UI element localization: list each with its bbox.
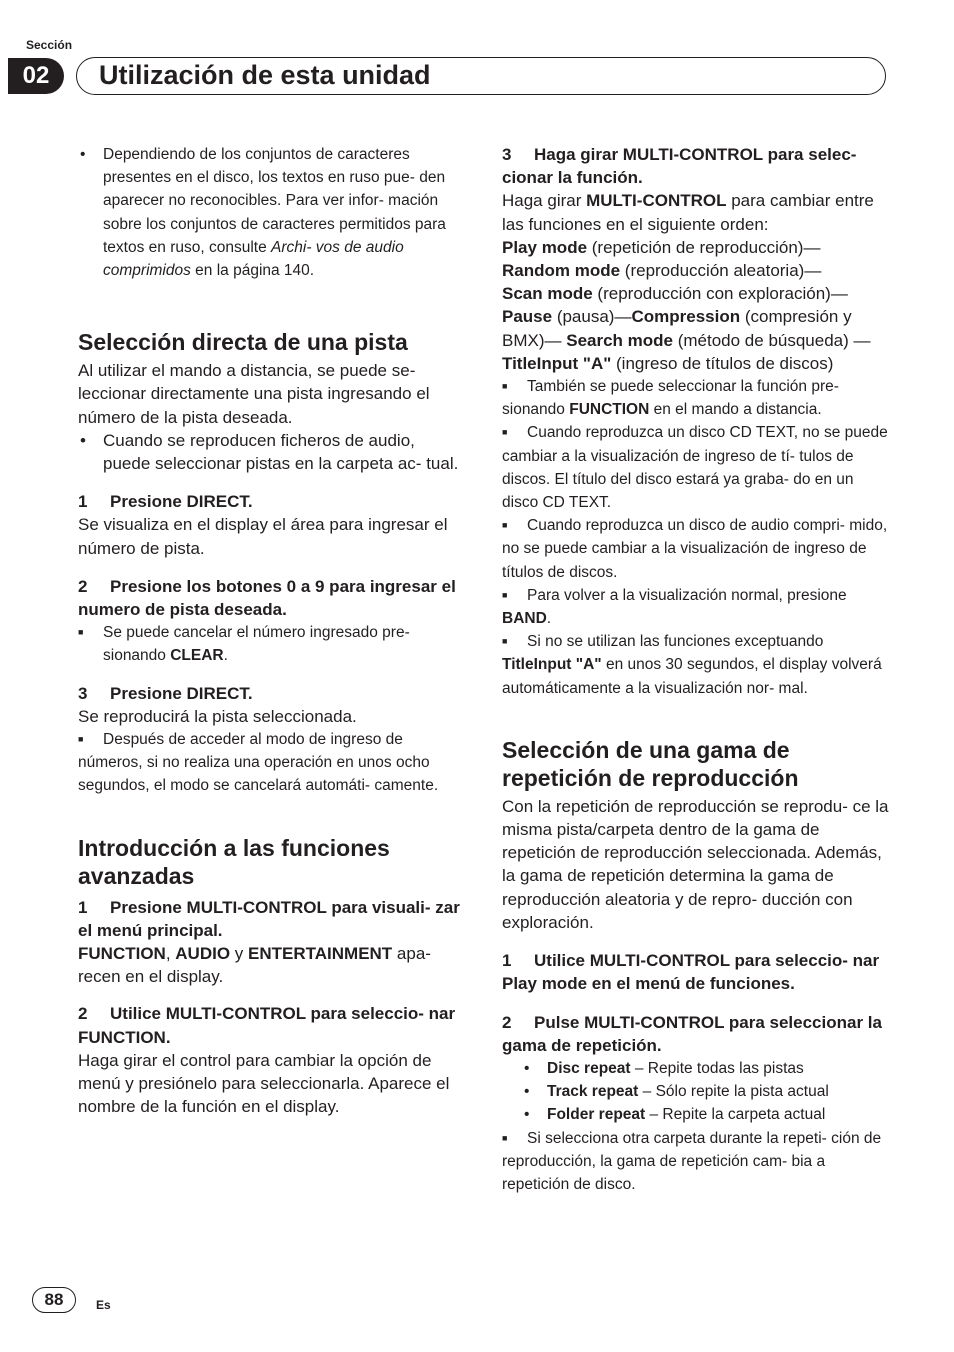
step-1-multi-control-text: FUNCTION, AUDIO y ENTERTAINMENT apa- recen en el display. bbox=[78, 944, 431, 987]
section-number: 02 bbox=[8, 58, 64, 94]
step-1-multi-control: 1 Presione MULTI-CONTROL para visuali- zar el menú principal. bbox=[78, 897, 460, 940]
step-1-direct: 1 Presione DIRECT. bbox=[78, 492, 253, 512]
mode-play: Play mode (repetición de reproducción)— bbox=[502, 237, 821, 257]
repeat-track: • Track repeat – Sólo repite la pista actual bbox=[502, 1080, 894, 1103]
direct-track-bullet: • Cuando se reproducen ficheros de audio, puede seleccionar pistas en la carpeta ac- tual. bbox=[78, 429, 466, 475]
step-2-repeat-range: 2 Pulse MULTI-CONTROL para seleccionar la gama de repetición. bbox=[502, 1012, 882, 1055]
note-folder-change: ■ Si selecciona otra carpeta durante la repeti- ción de reproducción, la gama de repetición cam- bia a repetición de disco. bbox=[502, 1129, 882, 1193]
step-2-function-text: Haga girar el control para cambiar la opción de menú y presiónelo para seleccionarla. Aparece el nombre de la función en el display. bbox=[78, 1050, 450, 1117]
page-title-bar bbox=[76, 57, 886, 95]
step-3-direct: 3 Presione DIRECT. bbox=[78, 683, 253, 703]
step-2-note: ■ Se puede cancelar el número ingresado pre- sionando CLEAR. bbox=[78, 621, 466, 667]
note-function-remote: ■ También se puede seleccionar la función pre- sionando FUNCTION en el mando a distancia. bbox=[502, 378, 839, 419]
note-compressed-audio: ■ Cuando reproduzca un disco de audio compri- mido, no se puede cambiar a la visualización de ingreso de títulos de discos. bbox=[502, 517, 888, 581]
direct-track-paragraph: Al utilizar el mando a distancia, se puede se- leccionar directamente una pista ingresando el número de la pista deseada. bbox=[78, 361, 430, 427]
page-number: 88 bbox=[32, 1287, 76, 1313]
repeat-disc: • Disc repeat – Repite todas las pistas bbox=[502, 1057, 894, 1080]
note-band: ■ Para volver a la visualización normal, presione BAND. bbox=[502, 586, 847, 628]
repeat-range-paragraph: Con la repetición de reproducción se reprodu- ce la misma pista/carpeta dentro de la gama de repetición de reproducción seleccionada. Además, la gama de repetición determina la gama de reproducción aleatoria y de repro- ducción con exploración. bbox=[502, 796, 889, 932]
mode-scan: Scan mode (reproducción con exploración)— bbox=[502, 284, 848, 304]
language-code: Es bbox=[96, 1298, 111, 1312]
note-timeout: ■ Si no se utilizan las funciones exceptuando TitleInput "A" en unos 30 segundos, el display volverá automáticamente a la visualización nor- mal. bbox=[502, 633, 882, 697]
step-3-select-function: 3 Haga girar MULTI-CONTROL para selec- cionar la función. bbox=[502, 145, 857, 188]
step-1-direct-text: Se visualiza en el display el área para ingresar el número de pista. bbox=[78, 515, 448, 558]
section-heading-direct-track: Selección directa de una pista bbox=[78, 329, 408, 356]
mode-random: Random mode (reproducción aleatoria)— bbox=[502, 261, 822, 281]
right-column bbox=[502, 143, 894, 1196]
section-label: Sección bbox=[26, 38, 73, 52]
step-2-function: 2 Utilice MULTI-CONTROL para seleccio- nar FUNCTION. bbox=[78, 1004, 456, 1047]
repeat-folder: • Folder repeat – Repite la carpeta actual bbox=[502, 1103, 894, 1126]
step-3-select-function-text: Haga girar MULTI-CONTROL para cambiar entre las funciones en el siguiente orden: bbox=[502, 191, 874, 234]
intro-bullet: • Dependiendo de los conjuntos de caracteres presentes en el disco, los textos en ruso pue- den aparecer no reconocibles. Para ver infor- mación sobre los conjuntos de caracteres permitidos para textos en ruso, consulte Archi- vos de audio comprimidos en la página 140. bbox=[78, 143, 466, 282]
left-column bbox=[78, 143, 466, 1119]
note-cd-text: ■ Cuando reproduzca un disco CD TEXT, no se puede cambiar a la visualización de ingreso de tí- tulos de discos. El título del disco estará ya graba- do en un disco CD TEXT. bbox=[502, 424, 888, 512]
step-2-digits: 2 Presione los botones 0 a 9 para ingresar el numero de pista deseada. bbox=[78, 576, 456, 620]
section-heading-advanced: Introducción a las funciones avanzadas bbox=[78, 834, 390, 889]
page-title: Utilización de esta unidad bbox=[99, 60, 431, 90]
section-heading-repeat-range: Selección de una gama de repetición de reproducción bbox=[502, 736, 799, 791]
step-3-note: ■ Después de acceder al modo de ingreso de números, si no realiza una operación en unos ocho segundos, el modo se cancelará automáti- camente. bbox=[78, 731, 439, 795]
step-3-direct-text: Se reproducirá la pista seleccionada. bbox=[78, 706, 357, 726]
step-1-play-mode: 1 Utilice MULTI-CONTROL para seleccio- nar Play mode en el menú de funciones. bbox=[502, 951, 880, 994]
mode-pause-compression-search-title: Pause (pausa)—Compression (compresión y BMX)— Search mode (método de búsqueda) —TitleInput "A" (ingreso de títulos de discos) bbox=[502, 307, 871, 373]
